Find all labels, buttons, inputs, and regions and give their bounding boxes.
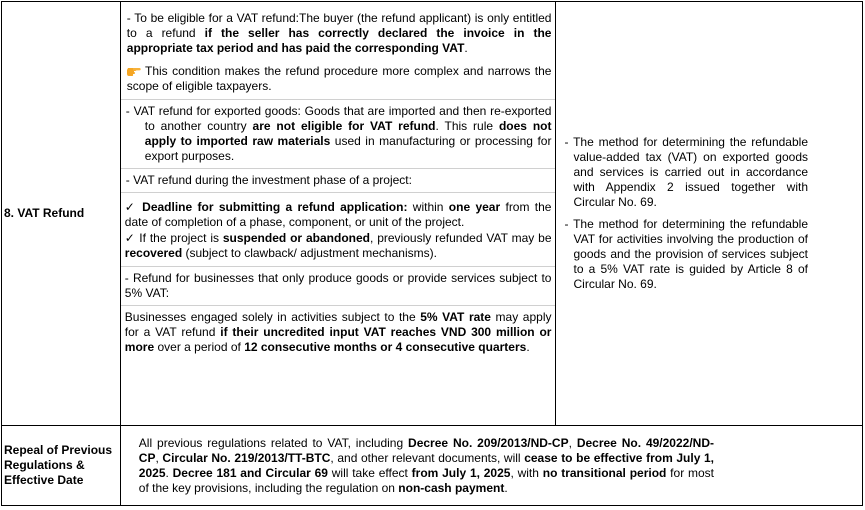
pointing-hand-icon (127, 64, 141, 76)
vat-refund-label-cell (2, 2, 121, 426)
suspended-project-paragraph: ✓ If the project is suspended or abandoned, previously refunded VAT may be recovered (subject to clawback/ adjustment mechanisms). (124, 231, 552, 260)
deadline-paragraph: ✓ Deadline for submitting a refund application: within one year from the date of completion of a phase, component, or unit of the project. (124, 200, 552, 229)
vat-refund-details-cell (120, 2, 556, 426)
export-goods-paragraph: - VAT refund for exported goods: Goods that are imported and then re-exported to another country are not eligible for VAT refund. This rule does not apply to imported raw materials used in manufacturing or processing for export purposes. (125, 104, 552, 163)
check-icon: ✓ (124, 200, 143, 214)
vat-refund-guidance-cell (556, 2, 863, 426)
repeal-paragraph: All previous regulations related to VAT, including Decree No. 209/2013/ND-CP, Decree No. 49/2022/ND-CP, Circular No. 219/2013/TT-BTC, and other relevant documents, will cease to be effective from July 1, 2025. Decree 181 and Circular 69 will take effect from July 1, 2025, with no transitional period for most of the key provisions, including the regulation on non-cash payment. (138, 435, 714, 495)
repeal-label: Repeal of Previous Regulations & Effective Date (4, 443, 113, 487)
five-percent-paragraph: Businesses engaged solely in activities subject to the 5% VAT rate may apply for a VAT refund if their uncredited input VAT reaches VND 300 million or more over a period of 12 consecutive months or 4 consecutive quarters. (124, 310, 552, 354)
five-percent-heading: - Refund for businesses that only produce goods or provide services subject to 5% VAT: (124, 271, 552, 300)
vat-table (1, 1, 863, 506)
vat-refund-label: 8. VAT Refund (4, 206, 85, 220)
repeal-label-cell (2, 426, 121, 506)
check-icon: ✓ (124, 231, 140, 245)
export-method-paragraph: - The method for determining the refundable value-added tax (VAT) on exported goods and services is carried out in accordance with Appendix 2 issued together with Circular No. 69. (564, 135, 808, 209)
investment-phase-heading: - VAT refund during the investment phase of a project: (125, 173, 412, 187)
repeal-text-cell (120, 426, 862, 506)
vat-refund-row (2, 2, 863, 426)
five-percent-method-paragraph: - The method for determining the refundable VAT for activities involving the production of goods and the provision of services subject to a 5% VAT rate is guided by Article 8 of Circular No. 69. (564, 217, 808, 291)
repeal-row (2, 426, 863, 506)
condition-note-paragraph: This condition makes the refund procedure more complex and narrows the scope of eligible taxpayers. (126, 64, 552, 93)
eligibility-paragraph: - To be eligible for a VAT refund:The buyer (the refund applicant) is only entitled to a refund if the seller has correctly declared the invoice in the appropriate tax period and has paid the corresponding VAT. (126, 11, 552, 55)
